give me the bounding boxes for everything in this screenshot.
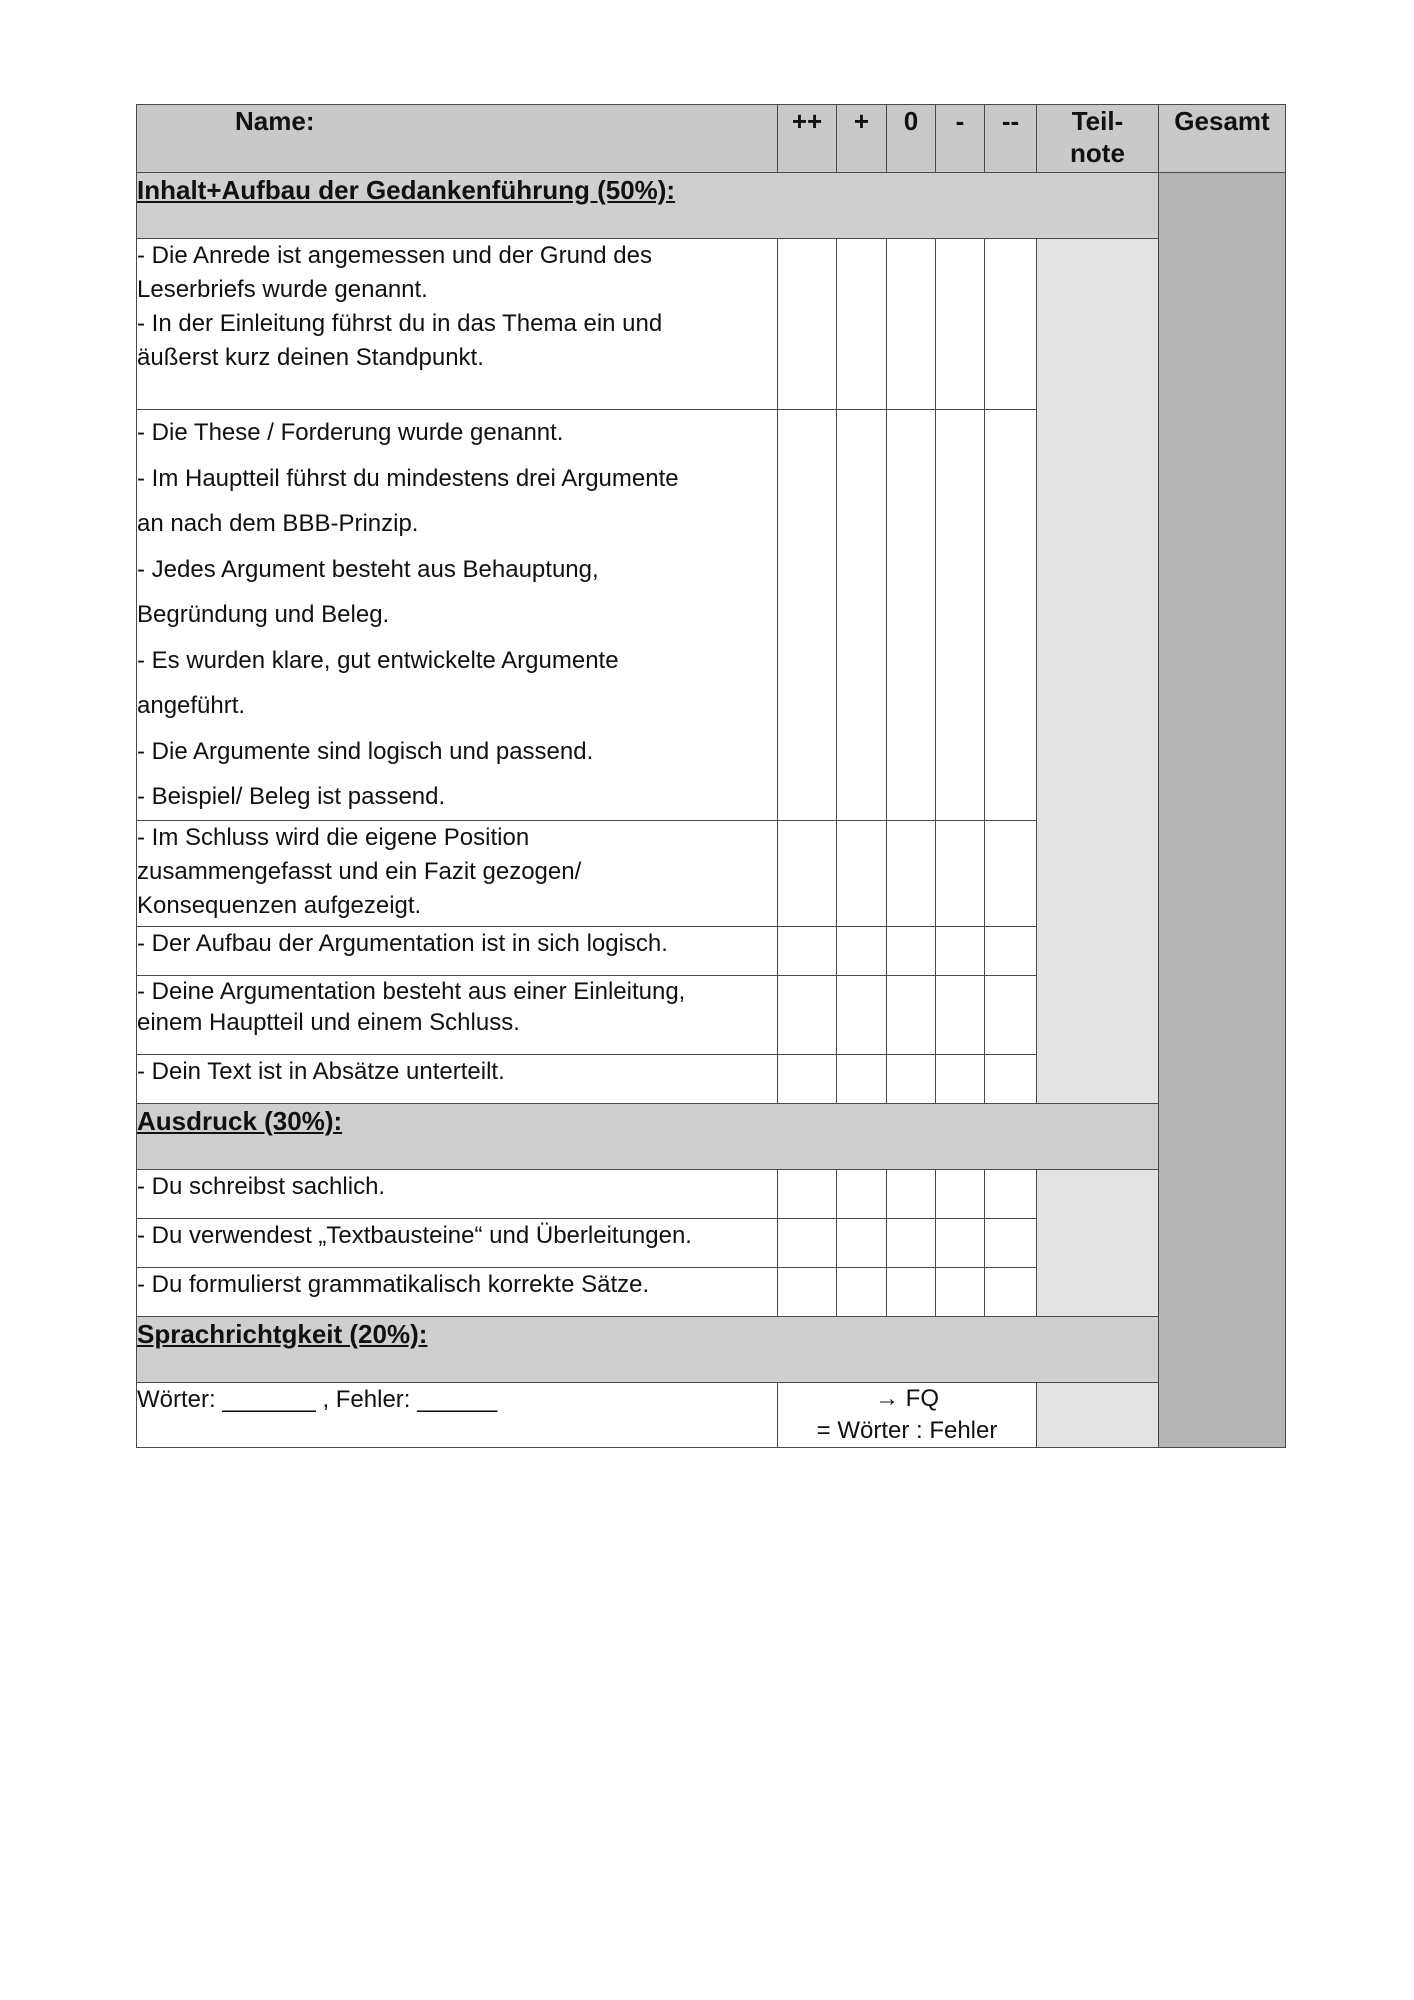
criterion-line: einem Hauptteil und einem Schluss.: [137, 1008, 520, 1036]
criterion-line: an nach dem BBB-Prinzip.: [137, 510, 419, 537]
rating-cell[interactable]: [936, 410, 985, 821]
criterion-text: [137, 820, 778, 926]
rating-cell[interactable]: [985, 410, 1037, 821]
teilnote-cell[interactable]: [1037, 1169, 1159, 1316]
rating-cell[interactable]: [985, 1169, 1037, 1218]
header-row: [137, 105, 1286, 173]
criterion-text: [137, 410, 778, 821]
rating-cell[interactable]: [837, 410, 887, 821]
rating-cell[interactable]: [778, 926, 837, 975]
criterion-line: Leserbriefs wurde genannt.: [137, 276, 428, 303]
teilnote-header: [1037, 105, 1159, 173]
rating-cell[interactable]: [778, 1054, 837, 1103]
criterion-line: - Du formulierst grammatikalisch korrekte Sätze.: [137, 1270, 650, 1298]
teilnote-cell[interactable]: [1037, 1382, 1159, 1447]
criterion-line: - Du verwendest „Textbausteine“ und Überleitungen.: [137, 1221, 692, 1249]
rating-cell[interactable]: [887, 410, 936, 821]
section-row: [137, 173, 1286, 239]
rating-cell[interactable]: [936, 820, 985, 926]
rating-cell[interactable]: [985, 239, 1037, 410]
criterion-line: - Jedes Argument besteht aus Behauptung,: [137, 555, 599, 583]
gesamt-header: Gesamt: [1159, 105, 1286, 173]
rating-cell[interactable]: [778, 820, 837, 926]
rating-cell[interactable]: [778, 1218, 837, 1267]
criterion-text: [137, 926, 778, 975]
rating-cell[interactable]: [985, 1054, 1037, 1103]
section-row: [137, 1316, 1286, 1382]
section-title-inhalt: Inhalt+Aufbau der Gedankenführung (50%):: [137, 173, 1159, 239]
rating-cell[interactable]: [887, 1169, 936, 1218]
rating-cell[interactable]: [985, 820, 1037, 926]
criterion-line: - Du schreibst sachlich.: [137, 1172, 386, 1200]
criterion-line: zusammengefasst und ein Fazit gezogen/: [137, 857, 582, 885]
error-quotient-row: [137, 1382, 1286, 1447]
rating-cell[interactable]: [985, 926, 1037, 975]
criterion-line: - Im Schluss wird die eigene Position: [137, 823, 530, 851]
words-errors-field[interactable]: Wörter: _______ , Fehler: ______: [137, 1382, 778, 1447]
criterion-text: [137, 1169, 778, 1218]
rating-cell[interactable]: [936, 1054, 985, 1103]
criterion-line: - Die These / Forderung wurde genannt.: [137, 419, 564, 446]
criterion-line: - Die Argumente sind logisch und passend.: [137, 737, 594, 765]
criterion-line: - Deine Argumentation besteht aus einer Einleitung,: [137, 977, 686, 1005]
rating-cell[interactable]: [887, 1267, 936, 1316]
rating-cell[interactable]: [887, 239, 936, 410]
scale-minus: -: [936, 105, 985, 173]
rating-cell[interactable]: [936, 975, 985, 1054]
rating-cell[interactable]: [887, 820, 936, 926]
section-row: [137, 1103, 1286, 1169]
rating-cell[interactable]: [936, 1218, 985, 1267]
criterion-line: - Der Aufbau der Argumentation ist in sich logisch.: [137, 929, 668, 957]
rating-cell[interactable]: [778, 1169, 837, 1218]
criterion-line: angeführt.: [137, 692, 246, 719]
criterion-line: Konsequenzen aufgezeigt.: [137, 891, 422, 919]
rating-cell[interactable]: [837, 1169, 887, 1218]
fq-line1: → FQ: [875, 1384, 939, 1412]
criterion-line: - Dein Text ist in Absätze unterteilt.: [137, 1057, 505, 1085]
fq-formula: [778, 1382, 1037, 1447]
criterion-text: [137, 1267, 778, 1316]
scale-double-plus: ++: [778, 105, 837, 173]
teilnote-line1: Teil-: [1071, 106, 1124, 136]
rating-cell[interactable]: [936, 1169, 985, 1218]
name-label: Name:: [137, 105, 778, 173]
rating-cell[interactable]: [837, 1054, 887, 1103]
fq-line2: = Wörter : Fehler: [816, 1416, 998, 1444]
criterion-line: äußerst kurz deinen Standpunkt.: [137, 344, 484, 371]
rating-cell[interactable]: [837, 926, 887, 975]
criterion-line: - Im Hauptteil führst du mindestens drei Argumente: [137, 464, 679, 492]
criterion-line: - Beispiel/ Beleg ist passend.: [137, 783, 446, 810]
rating-cell[interactable]: [837, 239, 887, 410]
rating-cell[interactable]: [778, 239, 837, 410]
rating-cell[interactable]: [985, 1218, 1037, 1267]
rating-cell[interactable]: [778, 410, 837, 821]
rating-cell[interactable]: [887, 1218, 936, 1267]
rating-cell[interactable]: [936, 926, 985, 975]
section-title-sprachrichtigkeit: Sprachrichtgkeit (20%):: [137, 1316, 1159, 1382]
rating-cell[interactable]: [778, 1267, 837, 1316]
criterion-text: [137, 1218, 778, 1267]
grading-rubric-table: [136, 104, 1286, 1448]
rating-cell[interactable]: [887, 975, 936, 1054]
teilnote-line2: note: [1070, 138, 1125, 168]
criterion-text: [137, 975, 778, 1054]
scale-zero: 0: [887, 105, 936, 173]
rating-cell[interactable]: [837, 975, 887, 1054]
criterion-line: Begründung und Beleg.: [137, 601, 390, 628]
criterion-row: [137, 1169, 1286, 1218]
rating-cell[interactable]: [985, 1267, 1037, 1316]
rating-cell[interactable]: [778, 975, 837, 1054]
gesamt-cell: [1159, 173, 1286, 1448]
rating-cell[interactable]: [887, 1054, 936, 1103]
rating-cell[interactable]: [936, 1267, 985, 1316]
teilnote-cell[interactable]: [1037, 239, 1159, 1104]
section-title-ausdruck: Ausdruck (30%):: [137, 1103, 1159, 1169]
rating-cell[interactable]: [837, 820, 887, 926]
rating-cell[interactable]: [837, 1267, 887, 1316]
criterion-text: [137, 239, 778, 410]
rating-cell[interactable]: [936, 239, 985, 410]
rating-cell[interactable]: [985, 975, 1037, 1054]
criterion-text: [137, 1054, 778, 1103]
rating-cell[interactable]: [837, 1218, 887, 1267]
rating-cell[interactable]: [887, 926, 936, 975]
scale-double-minus: --: [985, 105, 1037, 173]
criterion-line: - Die Anrede ist angemessen und der Grund des: [137, 242, 652, 269]
scale-plus: +: [837, 105, 887, 173]
criterion-line: - In der Einleitung führst du in das Thema ein und: [137, 310, 663, 337]
criterion-line: - Es wurden klare, gut entwickelte Argumente: [137, 646, 619, 674]
criterion-row: [137, 239, 1286, 410]
